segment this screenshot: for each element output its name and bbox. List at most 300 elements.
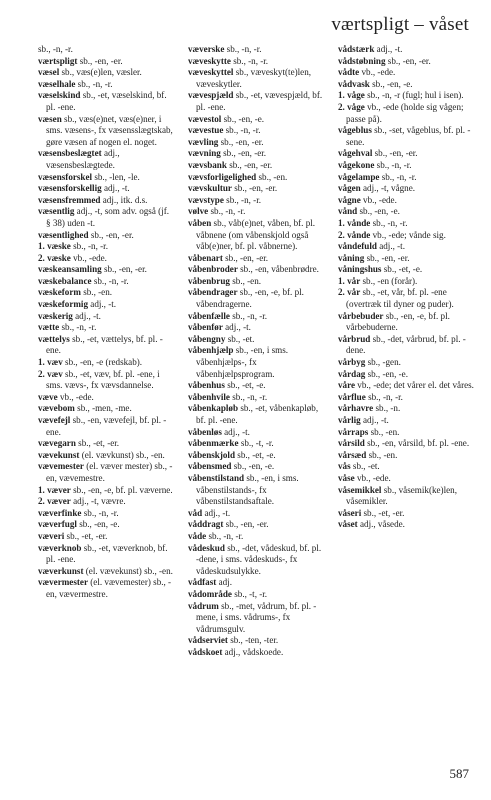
headword: vådstærk	[338, 44, 375, 54]
grammar-info: sb., -et, -e.	[383, 264, 423, 275]
running-header: værtspligt – våset	[331, 14, 469, 35]
dictionary-entry	[338, 253, 474, 265]
headword: vævskultur	[188, 183, 232, 194]
headword: væverske	[188, 44, 225, 54]
headword: væveskytte	[188, 55, 231, 66]
headword: væskeformig	[38, 299, 89, 310]
dictionary-entry	[338, 485, 474, 508]
headword: væsel	[38, 67, 60, 78]
headword: våningshus	[338, 264, 382, 275]
grammar-info: sb., -en, -e.	[359, 206, 400, 217]
dictionary-entry	[38, 369, 174, 392]
headword: vårbebuder	[338, 310, 384, 321]
grammar-info: sb., -en, -er.	[234, 183, 278, 194]
grammar-info: vb., -ede.	[73, 252, 107, 263]
grammar-info: sb., -et, vævespjæld, bf. pl. -ene.	[196, 90, 323, 112]
dictionary-entry	[38, 90, 174, 113]
headword: vævermester	[38, 577, 88, 588]
dictionary-entry	[338, 264, 474, 276]
dictionary-entry	[38, 287, 174, 299]
headword: våbenart	[188, 252, 223, 263]
grammar-info: adj., -t, som adv. også (jf. § 38) uden -t.	[46, 206, 170, 228]
headword: vævekunst	[38, 449, 80, 460]
dictionary-entry	[188, 438, 324, 450]
grammar-info: sb., -en, -er.	[374, 148, 418, 159]
grammar-info: adj.	[218, 577, 232, 588]
dictionary-entry	[188, 125, 324, 137]
dictionary-entry	[38, 334, 174, 357]
dictionary-entry	[338, 90, 474, 102]
dictionary-entry	[38, 508, 174, 520]
headword: vævning	[188, 148, 221, 159]
headword: våseri	[338, 507, 362, 518]
dictionary-entry	[38, 195, 174, 207]
grammar-info: sb., -n, -r.	[368, 391, 403, 402]
grammar-info: vb., -ede; det vårer el. det våres.	[357, 380, 474, 391]
grammar-info: sb., -et.	[227, 333, 255, 344]
dictionary-entry	[188, 647, 324, 659]
grammar-info: vb., -ede.	[59, 391, 94, 402]
headword: væverfinke	[38, 507, 82, 518]
headword: vårbyg	[338, 357, 366, 368]
grammar-info: (el. vævkunst) sb., -en.	[81, 449, 165, 460]
grammar-info: sb., væveskyt(te)len, væveskytler.	[196, 67, 312, 89]
column-2	[188, 44, 324, 658]
grammar-info: sb., -en, -e, bf. pl. vårbebuderne.	[346, 310, 450, 333]
headword: vævestue	[188, 125, 224, 136]
headword: væskeform	[38, 287, 81, 298]
headword: væveri	[38, 530, 65, 541]
dictionary-entry	[38, 67, 174, 79]
grammar-info: sb., -set, vågeblus, bf. pl. -sene.	[346, 125, 471, 147]
grammar-info: adj., våsede.	[359, 519, 405, 530]
headword: vævsbank	[188, 159, 227, 170]
dictionary-entry	[188, 137, 324, 149]
grammar-info: adj., væsensbeslægtede.	[46, 148, 120, 170]
headword: vættelys	[38, 333, 70, 344]
dictionary-entry	[188, 218, 324, 253]
grammar-info: adj., -t, vævre.	[73, 496, 126, 507]
grammar-info: sb., -n, -r.	[233, 55, 269, 66]
headword: våre	[338, 380, 356, 391]
grammar-info: sb., -gen.	[367, 357, 401, 368]
dictionary-entry	[38, 230, 174, 242]
headword: væsensforskellig	[38, 183, 102, 194]
dictionary-entry	[38, 276, 174, 288]
headword: vølve	[188, 206, 209, 217]
headword: vævegarn	[38, 438, 76, 449]
dictionary-entry	[188, 311, 324, 323]
dictionary-entry	[338, 311, 474, 334]
dictionary-entry	[188, 67, 324, 90]
headword: 1. væske	[38, 241, 71, 252]
grammar-info: adj., -t.	[376, 44, 403, 54]
grammar-info: sb., -et, væselskind, bf. pl. -ene.	[46, 90, 167, 112]
dictionary-entry	[338, 195, 474, 207]
headword: væselhale	[38, 78, 76, 89]
headword: væve	[38, 391, 58, 402]
headword: vågekone	[338, 159, 375, 170]
dictionary-entry	[38, 322, 174, 334]
dictionary-entry	[338, 44, 474, 56]
dictionary-entry	[338, 160, 474, 172]
dictionary-entry	[338, 56, 474, 68]
headword: vådvask	[338, 78, 370, 89]
grammar-info: adj., -t.	[224, 426, 250, 437]
headword: vågne	[338, 194, 361, 205]
grammar-info: sb., -det, vårbrud, bf. pl. -dene.	[346, 333, 466, 356]
grammar-info: sb., -en.	[232, 275, 262, 286]
headword: vævling	[188, 136, 219, 147]
grammar-info: sb., -et, våbenkapløb, bf. pl. -ene.	[196, 403, 319, 425]
dictionary-entry	[188, 473, 324, 508]
headword: våbenbroder	[188, 264, 238, 275]
grammar-info: sb., -n, -r.	[372, 217, 408, 228]
grammar-info: sb., -n, -r.	[232, 391, 268, 402]
dictionary-entry	[188, 56, 324, 68]
grammar-info: sb., væs(e)len, væsler.	[61, 67, 142, 78]
headword: vådskoet	[188, 646, 223, 657]
dictionary-entry	[38, 114, 174, 149]
headword: vævebom	[38, 403, 75, 414]
grammar-info: adj., -t.	[225, 322, 251, 333]
grammar-info: sb., -en, -er.	[366, 252, 410, 263]
headword: våddragt	[188, 519, 224, 530]
grammar-info: sb., -en, -e.	[223, 113, 265, 124]
headword: vådfast	[188, 577, 217, 588]
dictionary-entry	[188, 287, 324, 310]
headword: vårsild	[338, 438, 365, 449]
headword: vårdag	[338, 368, 366, 379]
headword: 2. vånde	[338, 229, 371, 240]
grammar-info: sb., -et, -er.	[78, 438, 120, 449]
grammar-info: sb., -et, -er.	[66, 530, 108, 541]
headword: væsen	[38, 113, 62, 124]
dictionary-entry	[38, 531, 174, 543]
dictionary-entry	[338, 380, 474, 392]
dictionary-entry	[338, 79, 474, 91]
grammar-info: vb., -ede; vånde sig.	[372, 229, 446, 240]
headword: 1. væver	[38, 484, 71, 495]
headword: våd	[188, 507, 203, 518]
headword: våbenfælle	[188, 310, 230, 321]
dictionary-entry	[188, 427, 324, 439]
headword: vævespjæld	[188, 90, 234, 101]
grammar-info: (el. væver mester) sb., -en, vævemestre.	[46, 461, 173, 483]
grammar-info: sb., -n, -r.	[61, 322, 97, 333]
grammar-info: sb., -en, -e, bf. pl. våbendragerne.	[196, 287, 304, 310]
headword: vævsforligelighed	[188, 171, 257, 182]
headword: vårraps	[338, 426, 369, 437]
headword: våbengny	[188, 333, 226, 344]
dictionary-entry	[38, 264, 174, 276]
dictionary-entry	[188, 195, 324, 207]
dictionary-entry	[38, 56, 174, 68]
dictionary-entry	[188, 450, 324, 462]
headword: våbenbrug	[188, 275, 230, 286]
grammar-info: sb., -en, -e.	[372, 78, 413, 89]
grammar-info: adj., -t.	[103, 183, 130, 194]
dictionary-entry	[338, 172, 474, 184]
grammar-info: (el. vævekunst) sb., -en.	[85, 565, 173, 576]
column-3	[338, 44, 474, 658]
dictionary-entry	[188, 380, 324, 392]
grammar-info: sb., -en, vævefejl, bf. pl. -ene.	[46, 415, 167, 437]
dictionary-entry	[338, 392, 474, 404]
grammar-info: sb., -n, -r.	[208, 530, 244, 541]
headword: 1. væv	[38, 357, 63, 368]
grammar-info: adj., -t.	[204, 507, 231, 518]
dictionary-entry	[338, 427, 474, 439]
grammar-info: sb., -en, -er.	[225, 519, 269, 530]
headword: væsensbeslægtet	[38, 148, 102, 159]
dictionary-entry	[38, 566, 174, 578]
headword: våbenskjold	[188, 449, 236, 460]
headword: våbensmed	[188, 461, 232, 472]
headword: væselskind	[38, 90, 81, 101]
headword: vårsæd	[338, 449, 367, 460]
dictionary-entry	[188, 206, 324, 218]
grammar-info: adj., -t.	[379, 241, 405, 252]
headword: vårhavre	[338, 403, 374, 414]
grammar-info: sb., -met, vådrum, bf. pl. -mene, i sms. vådrums-, fx vådrumsgulv.	[196, 600, 317, 634]
headword: 2. væske	[38, 252, 71, 263]
dictionary-entry	[338, 403, 474, 415]
headword: våning	[338, 252, 365, 263]
dictionary-entry	[338, 206, 474, 218]
dictionary-entry	[38, 172, 174, 184]
grammar-info: sb., -en, i sms. våbenhjælps-, fx våbenhjælpsprogram.	[196, 345, 289, 379]
dictionary-entry	[188, 264, 324, 276]
grammar-info: vb., -ede (holde sig vågen; passe på).	[346, 101, 464, 124]
dictionary-entry	[38, 438, 174, 450]
headword: våbenløs	[188, 426, 222, 437]
grammar-info: sb., -len, -le.	[94, 171, 140, 182]
dictionary-entry	[188, 44, 324, 56]
dictionary-entry	[38, 357, 174, 369]
dictionary-entry	[338, 218, 474, 230]
dictionary-entry	[188, 531, 324, 543]
dictionary-entry	[188, 508, 324, 520]
grammar-info: sb., -en, -er.	[90, 229, 134, 240]
dictionary-entry	[38, 183, 174, 195]
grammar-info: sb., -et, -e.	[237, 449, 276, 460]
grammar-info: sb., -et, vættelys, bf. pl. -ene.	[46, 333, 163, 356]
grammar-info: sb., -en.	[370, 426, 400, 437]
grammar-info: sb., våsemik(ke)len, våsemikler.	[346, 484, 457, 507]
dictionary-entry	[38, 496, 174, 508]
grammar-info: sb., -n, -r.	[77, 78, 113, 89]
dictionary-entry	[38, 206, 174, 229]
grammar-info: sb., -en, -e, bf. pl. væverne.	[73, 484, 173, 495]
headword: væverkunst	[38, 565, 84, 576]
dictionary-entry	[188, 148, 324, 160]
dictionary-entry	[38, 461, 174, 484]
dictionary-entry	[338, 438, 474, 450]
grammar-info: sb., -n, -r.	[38, 44, 73, 54]
grammar-info: sb., væs(e)net, væs(e)ner, i sms. væsens-, fx væsensslægtskab, gøre væsen af nogen el. noget.	[46, 113, 173, 147]
dictionary-entry	[338, 230, 474, 242]
grammar-info: sb., -t, -r.	[234, 588, 268, 599]
grammar-info: vb., -ede.	[361, 67, 396, 78]
grammar-info: sb., -n, -r.	[376, 159, 412, 170]
dictionary-entry	[188, 253, 324, 265]
dictionary-entry	[188, 114, 324, 126]
dictionary-entry	[338, 67, 474, 79]
headword: vågelampe	[338, 171, 380, 182]
headword: vådområde	[188, 588, 232, 599]
dictionary-entry	[38, 392, 174, 404]
grammar-info: sb., -n, -r.	[226, 44, 262, 54]
grammar-info: sb., -n, -r.	[225, 125, 261, 136]
headword: våbendrager	[188, 287, 238, 298]
headword: 2. væv	[38, 368, 63, 379]
headword: vådstøbning	[338, 55, 386, 66]
headword: våbenhvile	[188, 391, 230, 402]
dictionary-entry	[188, 461, 324, 473]
dictionary-entry	[338, 125, 474, 148]
dictionary-entry	[338, 287, 474, 310]
dictionary-entry	[338, 241, 474, 253]
grammar-info: sb., -en, -er.	[225, 252, 269, 263]
dictionary-entry	[38, 519, 174, 531]
headword: vårlig	[338, 415, 361, 425]
headword: vådserviet	[188, 635, 228, 646]
headword: 1. våge	[338, 90, 365, 101]
grammar-info: sb., -t, -r.	[240, 438, 274, 449]
dictionary-entry	[188, 589, 324, 601]
dictionary-entry	[38, 44, 174, 56]
headword: vågehval	[338, 148, 373, 159]
headword: væsentlighed	[38, 229, 89, 240]
headword: 2. vår	[338, 287, 361, 298]
dictionary-entry	[38, 79, 174, 91]
grammar-info: sb., -n, -r.	[93, 275, 129, 286]
dictionary-entry	[188, 519, 324, 531]
dictionary-entry	[188, 172, 324, 184]
headword: våde	[188, 530, 207, 541]
headword: væskebalance	[38, 275, 92, 286]
headword: våbenhus	[188, 380, 225, 391]
headword: vådte	[338, 67, 360, 78]
headword: væverfugl	[38, 519, 77, 530]
grammar-info: sb., -en.	[258, 171, 288, 182]
grammar-info: sb., -en, -er.	[103, 264, 147, 275]
headword: vævemester	[38, 461, 84, 472]
headword: vånd	[338, 206, 358, 217]
headword: væskerig	[38, 310, 73, 321]
grammar-info: sb., -en, -e.	[367, 368, 408, 379]
grammar-info: sb., -en, -er.	[229, 159, 273, 170]
grammar-info: sb., -en, -er.	[387, 55, 431, 66]
column-1	[38, 44, 174, 658]
dictionary-entry	[338, 102, 474, 125]
grammar-info: sb., -n, -r.	[210, 206, 246, 217]
grammar-info: sb., -det, vådeskud, bf. pl. -dene, i sms. vådeskuds-, fx vådeskudsulykke.	[196, 542, 322, 576]
dictionary-entry	[188, 403, 324, 426]
dictionary-entry	[188, 577, 324, 589]
headword: 1. vår	[338, 275, 361, 286]
grammar-info: sb., våb(e)net, våben, bf. pl. våbnene (om våbenskjold også våb(e)ner, bf. pl. våbnerne).	[196, 217, 316, 252]
grammar-info: sb., -et, -e.	[227, 380, 266, 391]
dictionary-entry	[338, 334, 474, 357]
dictionary-entry	[38, 450, 174, 462]
dictionary-entry	[338, 461, 474, 473]
headword: vårflue	[338, 391, 366, 402]
grammar-info: sb., -en, -e.	[79, 519, 120, 530]
headword: våndefuld	[338, 241, 377, 252]
headword: væveskyttel	[188, 67, 234, 78]
dictionary-entry	[38, 299, 174, 311]
grammar-info: sb., -n.	[375, 403, 401, 414]
grammar-info: sb., -n, -r (fugl; hul i isen).	[367, 90, 464, 101]
dictionary-entry	[38, 415, 174, 438]
dictionary-entry	[188, 392, 324, 404]
grammar-info: sb., -n, -r.	[73, 241, 108, 252]
grammar-info: sb., -et, -er.	[363, 507, 405, 518]
dictionary-entry	[188, 334, 324, 346]
dictionary-columns	[38, 44, 475, 658]
dictionary-entry	[188, 183, 324, 195]
grammar-info: sb., -en, -er.	[220, 136, 264, 147]
dictionary-entry	[188, 160, 324, 172]
page-number: 587	[449, 766, 469, 781]
dictionary-entry	[38, 403, 174, 415]
headword: vævstype	[188, 194, 224, 205]
grammar-info: sb., -en, i sms. våbenstilstands-, fx våbenstilstandsaftale.	[196, 472, 299, 507]
grammar-info: adj., itk. d.s.	[102, 194, 148, 205]
grammar-info: sb., -en.	[83, 287, 113, 298]
dictionary-entry	[338, 473, 474, 485]
headword: vårbrud	[338, 333, 371, 344]
dictionary-entry	[38, 311, 174, 323]
dictionary-entry	[338, 357, 474, 369]
headword: våbenmærke	[188, 438, 239, 449]
grammar-info: sb., -et, væverknob, bf. pl. -ene.	[46, 542, 168, 565]
grammar-info: sb., -en, vårsild, bf. pl. -ene.	[367, 438, 470, 449]
headword: vådrum	[188, 600, 219, 611]
grammar-info: sb., -n, -r.	[232, 310, 268, 321]
dictionary-entry	[188, 601, 324, 636]
headword: vås	[338, 461, 351, 472]
headword: våben	[188, 217, 212, 228]
grammar-info: sb., -en, -er.	[223, 148, 267, 159]
dictionary-entry	[338, 369, 474, 381]
grammar-info: sb., -n, -r.	[83, 507, 119, 518]
grammar-info: sb., -en, -er.	[79, 55, 123, 66]
dictionary-entry	[338, 415, 474, 427]
headword: våsemikkel	[338, 484, 382, 495]
grammar-info: sb., -en, våbenbrødre.	[240, 264, 319, 275]
headword: vågen	[338, 183, 361, 194]
grammar-info: adj., vådskoede.	[224, 646, 284, 657]
headword: 2. væver	[38, 496, 71, 507]
grammar-info: sb., -et.	[352, 461, 380, 472]
grammar-info: (el. vævemester) sb., -en, vævermestre.	[46, 577, 172, 599]
grammar-info: sb., -n, -r.	[381, 171, 417, 182]
headword: våse	[338, 472, 355, 483]
grammar-info: sb., -et, væv, bf. pl. -ene, i sms. vævs-, fx vævsdannelse.	[46, 368, 160, 391]
dictionary-entry	[188, 345, 324, 380]
grammar-info: adj., -t.	[363, 415, 389, 425]
dictionary-entry	[38, 148, 174, 171]
headword: vågeblus	[338, 125, 372, 136]
headword: 1. vånde	[338, 217, 371, 228]
grammar-info: vb., -ede.	[363, 194, 397, 205]
grammar-info: adj., -t, vågne.	[363, 183, 416, 194]
grammar-info: sb., -et, vår, bf. pl. -ene (overtræk til dyner og puder).	[346, 287, 454, 310]
headword: vådeskud	[188, 542, 225, 553]
